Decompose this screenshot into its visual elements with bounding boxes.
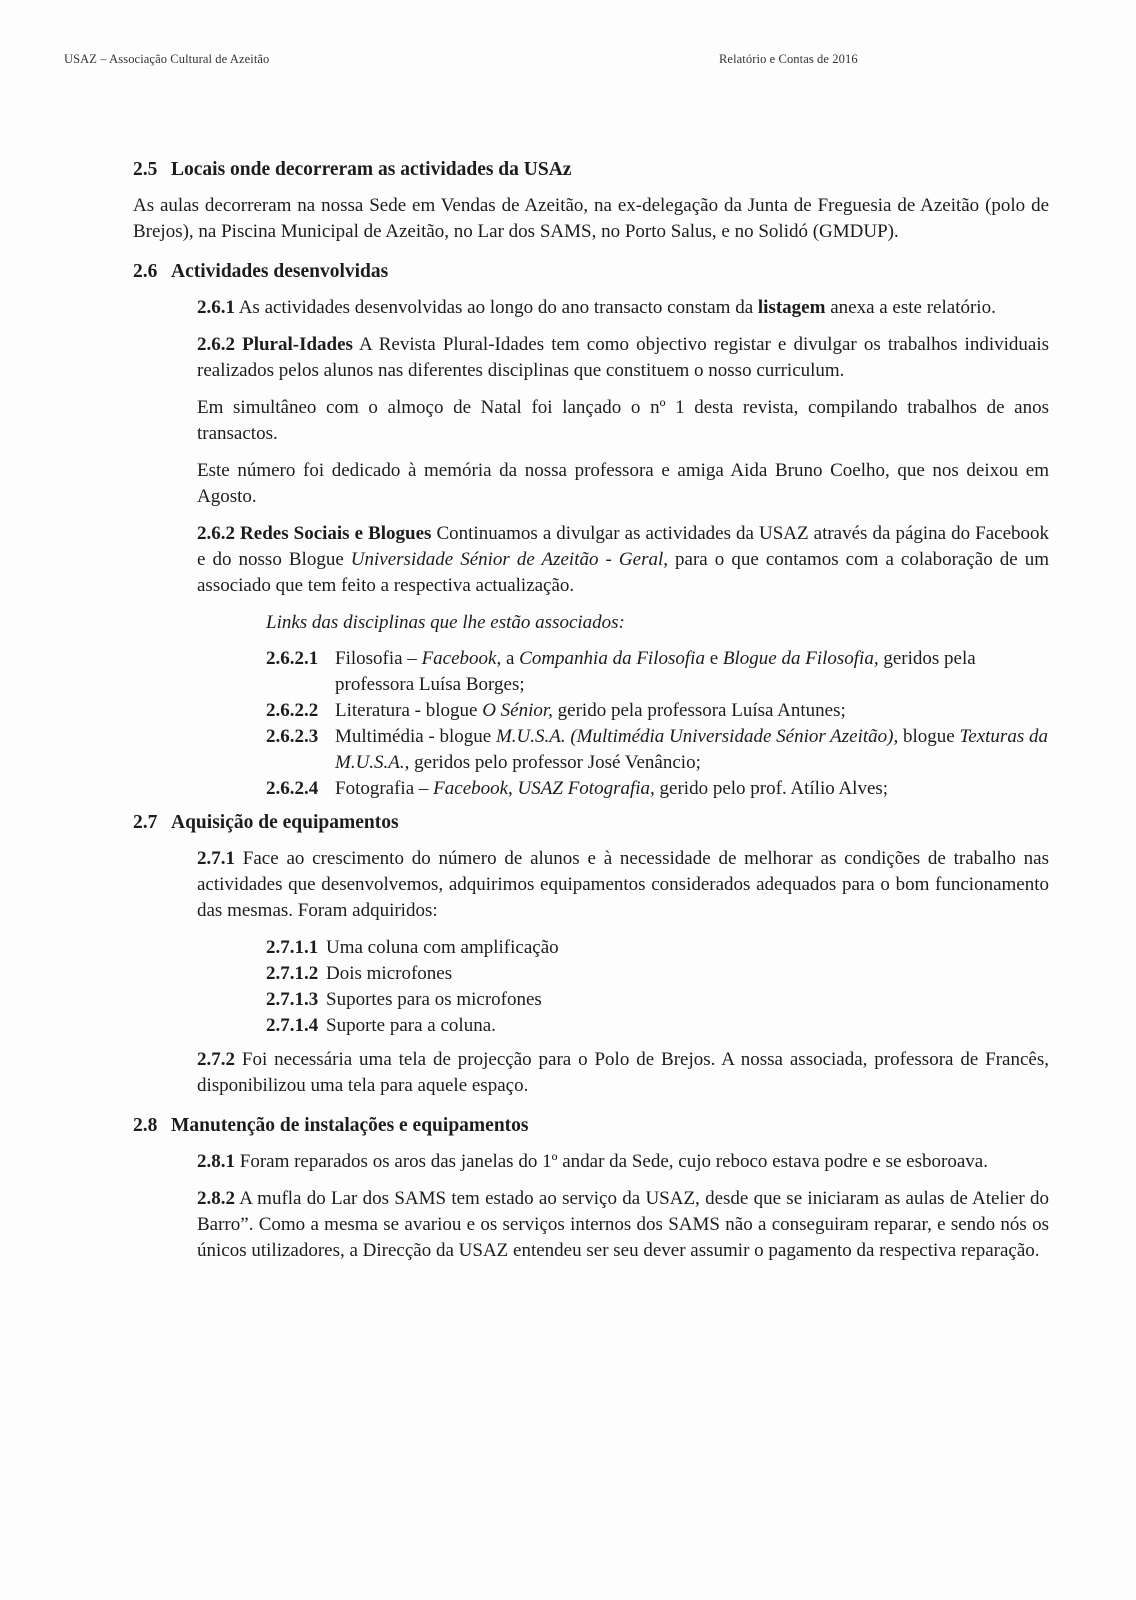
paragraph-2-6-2-plural-idades: 2.6.2 Plural-Idades A Revista Plural-Idades tem como objectivo registar e divulgar os trabalhos individuais realizados pelos alunos nas diferentes disciplinas que constituem o nosso curriculum.: [197, 334, 1050, 381]
section-2-5-heading: 2.5 Locais onde decorreram as actividades da USAz: [133, 159, 572, 180]
paragraph-memoria: Este número foi dedicado à memória da nossa professora e amiga Aida Bruno Coelho, que nos deixou em Agosto.: [197, 460, 1049, 507]
paragraph-2-8-2: 2.8.2 A mufla do Lar dos SAMS tem estado ao serviço da USAZ, desde que se iniciaram as aulas de Atelier do Barro”. Como a mesma se avariou e os serviços internos dos SAMS não a conseguiram reparar, e sendo nós os únicos utilizadores, a Direcção da USAZ entendeu ser seu dever assumir o pagamento da respectiva reparação.: [197, 1188, 1049, 1261]
document-body: [133, 157, 1049, 1264]
paragraph-natal: Em simultâneo com o almoço de Natal foi lançado o nº 1 desta revista, compilando trabalhos de anos transactos.: [197, 397, 1049, 444]
link-item-multimedia: 2.6.2.3 Multimédia - blogue M.U.S.A. (Multimédia Universidade Sénior Azeitão), blogue Texturas da M.U.S.A., geridos pelo professor José Venâncio;: [266, 726, 1048, 773]
header-left: USAZ – Associação Cultural de Azeitão: [64, 52, 270, 66]
equipment-list: [266, 935, 1049, 1039]
section-2-6-heading: 2.6 Actividades desenvolvidas: [133, 261, 389, 282]
paragraph-2-7-1: 2.7.1 Face ao crescimento do número de alunos e à necessidade de melhorar as condições de trabalho nas actividades que desenvolvemos, adquirimos equipamentos considerados adequados para o bom funcionamento das mesmas. Foram adquiridos:: [197, 848, 1049, 921]
header-right: Relatório e Contas de 2016: [719, 52, 858, 66]
list-item: 2.7.1.1 Uma coluna com amplificação: [266, 937, 559, 958]
list-item: 2.7.1.4 Suporte para a coluna.: [266, 1015, 496, 1036]
section-2-5-text: As aulas decorreram na nossa Sede em Vendas de Azeitão, na ex-delegação da Junta de Freguesia de Azeitão (polo de Brejos), na Piscina Municipal de Azeitão, no Lar dos SAMS, no Porto Salus, e no Solidó (GMDUP).: [133, 195, 1049, 242]
link-item-literatura: 2.6.2.2 Literatura - blogue O Sénior, gerido pela professora Luísa Antunes;: [266, 700, 846, 721]
list-item: 2.7.1.2 Dois microfones: [266, 963, 453, 984]
paragraph-2-6-2-redes-sociais: 2.6.2 Redes Sociais e Blogues Continuamos a divulgar as actividades da USAZ através da página do Facebook e do nosso Blogue Universidade Sénior de Azeitão - Geral, para o que contamos com a colaboração de um associado que tem feito a respectiva actualização.: [197, 523, 1050, 596]
link-item-fotografia: 2.6.2.4 Fotografia – Facebook, USAZ Fotografia, gerido pelo prof. Atílio Alves;: [266, 778, 889, 799]
paragraph-2-8-1: 2.8.1 Foram reparados os aros das janelas do 1º andar da Sede, cujo reboco estava podre e se esboroava.: [197, 1151, 988, 1172]
section-2-8-heading: 2.8 Manutenção de instalações e equipamentos: [133, 1115, 529, 1136]
section-2-7-heading: 2.7 Aquisição de equipamentos: [133, 812, 399, 833]
list-item: 2.7.1.3 Suportes para os microfones: [266, 989, 542, 1010]
links-intro: Links das disciplinas que lhe estão associados:: [266, 612, 625, 633]
paragraph-2-6-1: 2.6.1 As actividades desenvolvidas ao longo do ano transacto constam da listagem anexa a este relatório.: [197, 297, 996, 318]
paragraph-2-7-2: 2.7.2 Foi necessária uma tela de projecção para o Polo de Brejos. A nossa associada, professora de Francês, disponibilizou uma tela para aquele espaço.: [197, 1049, 1049, 1096]
links-list: [266, 646, 1049, 802]
link-item-filosofia: 2.6.2.1 Filosofia – Facebook, a Companhia da Filosofia e Blogue da Filosofia, geridos pela professora Luísa Borges;: [266, 648, 976, 695]
